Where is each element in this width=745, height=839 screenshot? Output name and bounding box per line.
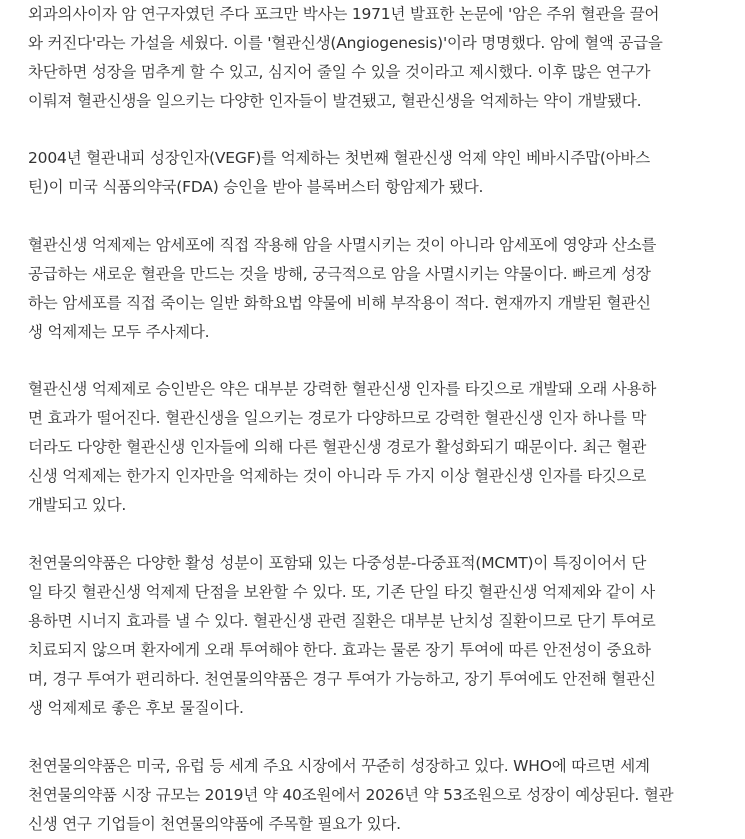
paragraph-line: 이뤄져 혈관신생을 일으키는 다양한 인자들이 발견됐고, 혈관신생을 억제하는 약이 개발됐다. [28,92,642,110]
paragraph-line: 틴)이 미국 식품의약국(FDA) 승인을 받아 블록버스터 항암제가 됐다. [28,178,484,196]
paragraph-line: 하는 암세포를 직접 죽이는 일반 화학요법 약물에 비해 부작용이 적다. 현재까지 개발된 혈관신 [28,294,651,312]
paragraph-3 [28,231,728,347]
article-body [28,0,728,839]
paragraph-1 [28,0,728,116]
paragraph-line: 와 커진다'라는 가설을 세웠다. 이를 '혈관신생(Angiogenesis)'이라 명명했다. 암에 혈액 공급을 [28,34,663,52]
paragraph-line: 신생 연구 기업들이 천연물의약품에 주목할 필요가 있다. [28,815,401,833]
paragraph-line: 개발되고 있다. [28,496,127,514]
paragraph-line: 천연물의약품은 미국, 유럽 등 세계 주요 시장에서 꾸준히 성장하고 있다. WHO에 따르면 세계 [28,757,650,775]
paragraph-6 [28,752,728,839]
paragraph-line: 치료되지 않으며 환자에게 오래 투여해야 한다. 효과는 물론 장기 투여에 따른 안전성이 중요하 [28,641,651,659]
paragraph-2 [28,144,728,202]
paragraph-line: 신생 억제제는 한가지 인자만을 억제하는 것이 아니라 두 가지 이상 혈관신생 인자를 타깃으로 [28,467,647,485]
paragraph-4 [28,375,728,520]
paragraph-line: 생 억제제는 모두 주사제다. [28,323,210,341]
paragraph-line: 며, 경구 투여가 편리하다. 천연물의약품은 경구 투여가 가능하고, 장기 투여에도 안전해 혈관신 [28,670,656,688]
paragraph-line: 천연물의약품 시장 규모는 2019년 약 40조원에서 2026년 약 53조원으로 성장이 예상된다. 혈관 [28,786,674,804]
paragraph-line: 공급하는 새로운 혈관을 만드는 것을 방해, 궁극적으로 암을 사멸시키는 약물이다. 빠르게 성장 [28,265,651,283]
paragraph-line: 면 효과가 떨어진다. 혈관신생을 일으키는 경로가 다양하므로 강력한 혈관신생 인자 하나를 막 [28,409,647,427]
paragraph-line: 천연물의약품은 다양한 활성 성분이 포함돼 있는 다중성분-다중표적(MCMT)이 특징이어서 단 [28,554,647,572]
paragraph-line: 더라도 다양한 혈관신생 인자들에 의해 다른 혈관신생 경로가 활성화되기 때문이다. 최근 혈관 [28,438,647,456]
paragraph-line: 용하면 시너지 효과를 낼 수 있다. 혈관신생 관련 질환은 대부분 난치성 질환이므로 단기 투여로 [28,612,656,630]
paragraph-line: 2004년 혈관내피 성장인자(VEGF)를 억제하는 첫번째 혈관신생 억제 약인 베바시주맙(아바스 [28,149,651,167]
paragraph-line: 일 타깃 혈관신생 억제제 단점을 보완할 수 있다. 또, 기존 단일 타깃 혈관신생 억제제와 같이 사 [28,583,655,601]
paragraph-line: 외과의사이자 암 연구자였던 주다 포크만 박사는 1971년 발표한 논문에 '암은 주위 혈관을 끌어 [28,5,660,23]
paragraph-line: 혈관신생 억제제는 암세포에 직접 작용해 암을 사멸시키는 것이 아니라 암세포에 영양과 산소를 [28,236,657,254]
paragraph-5 [28,549,728,723]
paragraph-line: 차단하면 성장을 멈추게 할 수 있고, 심지어 줄일 수 있을 것이라고 제시했다. 이후 많은 연구가 [28,63,651,81]
paragraph-line: 생 억제제로 좋은 후보 물질이다. [28,699,244,717]
paragraph-line: 혈관신생 억제제로 승인받은 약은 대부분 강력한 혈관신생 인자를 타깃으로 개발돼 오래 사용하 [28,380,657,398]
